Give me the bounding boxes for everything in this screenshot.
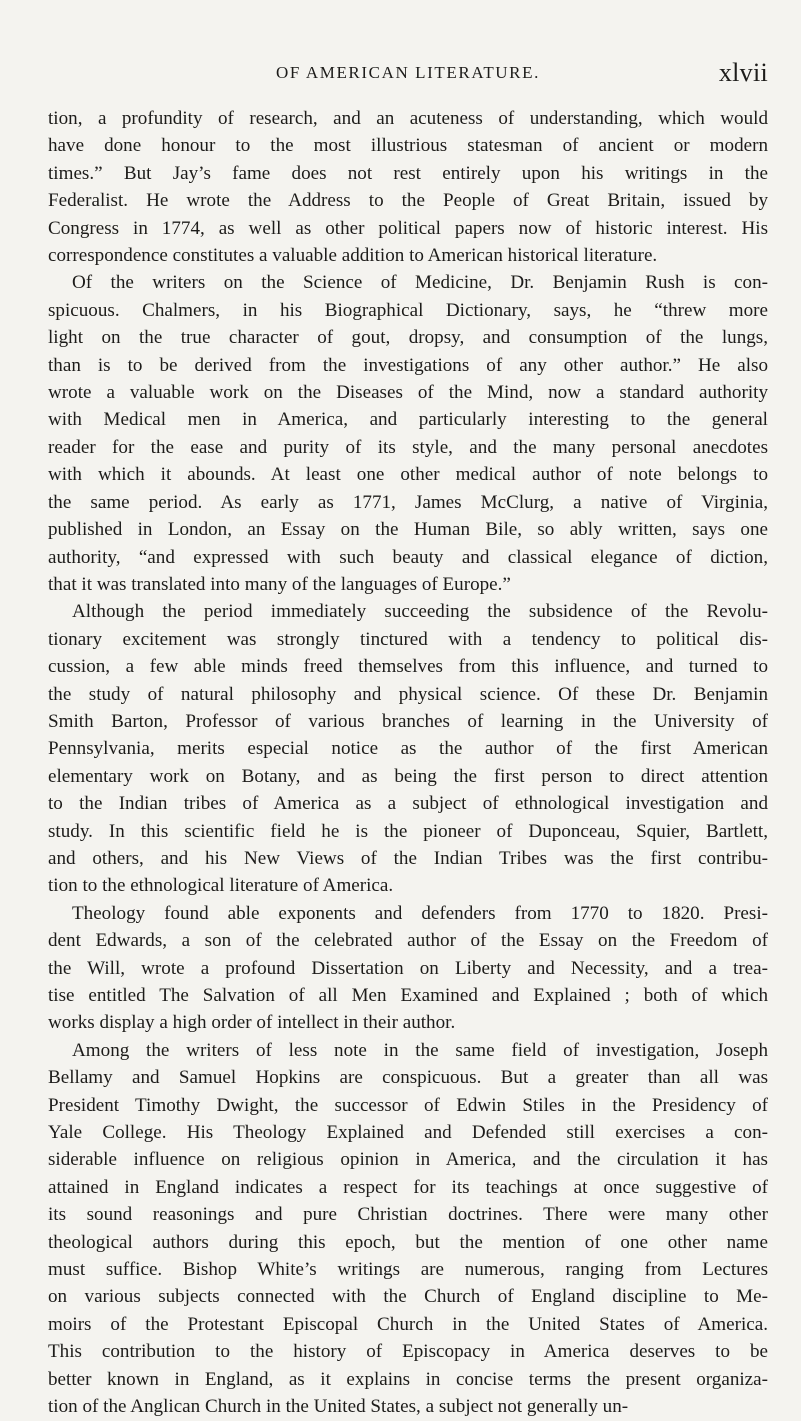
text-line: tion, a profundity of research, and an acuteness of understanding, which would (48, 108, 768, 129)
text-line: President Timothy Dwight, the successor of Edwin Stiles in the Presidency of (48, 1094, 768, 1116)
text-line: must suffice. Bishop White’s writings are numerous, ranging from Lectures (48, 1259, 768, 1281)
text-line: moirs of the Protestant Episcopal Church in the United States of America. (48, 1313, 768, 1335)
text-line: This contribution to the history of Episcopacy in America deserves to be (48, 1341, 768, 1363)
text-line: light on the true character of gout, dropsy, and consumption of the lungs, (48, 327, 768, 349)
text-line: authority, “and expressed with such beauty and classical elegance of diction, (48, 546, 768, 568)
text-line: and others, and his New Views of the Indian Tribes was the first contribu- (48, 847, 768, 869)
text-line: attained in England indicates a respect for its teachings at once suggestive of (48, 1176, 768, 1198)
text-line: with which it abounds. At least one other medical author of note belongs to (48, 464, 768, 486)
running-head (48, 58, 768, 94)
text-line: elementary work on Botany, and as being the first person to direct attention (48, 765, 768, 787)
text-line: spicuous. Chalmers, in his Biographical Dictionary, says, he “threw more (48, 299, 768, 321)
text-line: Although the period immediately succeeding the subsidence of the Revolu- (72, 601, 768, 623)
text-line: tion of the Anglican Church in the United States, a subject not generally un- (48, 1396, 629, 1418)
text-line: times.” But Jay’s fame does not rest entirely upon his writings in the (48, 162, 768, 184)
text-line: the study of natural philosophy and physical science. Of these Dr. Benjamin (48, 683, 768, 705)
text-line: with Medical men in America, and particularly interesting to the general (48, 409, 768, 431)
text-line: Yale College. His Theology Explained and Defended still exercises a con- (48, 1122, 768, 1144)
text-line: its sound reasonings and pure Christian doctrines. There were many other (48, 1204, 768, 1226)
text-line: Of the writers on the Science of Medicine, Dr. Benjamin Rush is con- (72, 272, 768, 294)
text-line: the same period. As early as 1771, James McClurg, a native of Virginia, (48, 491, 768, 513)
text-line: Congress in 1774, as well as other political papers now of historic interest. His (48, 217, 768, 239)
text-line: Theology found able exponents and defenders from 1770 to 1820. Presi- (72, 902, 768, 924)
text-line: Smith Barton, Professor of various branches of learning in the University of (48, 710, 768, 732)
running-title: OF AMERICAN LITERATURE. (276, 63, 540, 82)
text-line: have done honour to the most illustrious statesman of ancient or modern (48, 135, 768, 157)
text-line: siderable influence on religious opinion in America, and the circulation it has (48, 1149, 768, 1171)
text-line: correspondence constitutes a valuable addition to American historical literature. (48, 245, 658, 267)
text-line: that it was translated into many of the languages of Europe.” (48, 573, 511, 595)
text-line: on various subjects connected with the Church of England discipline to Me- (48, 1286, 768, 1308)
text-line: Pennsylvania, merits especial notice as the author of the first American (48, 738, 768, 760)
text-line: Bellamy and Samuel Hopkins are conspicuous. But a greater than all was (48, 1067, 768, 1089)
text-line: the Will, wrote a profound Dissertation on Liberty and Necessity, and a trea- (48, 957, 768, 979)
text-line: tion to the ethnological literature of America. (48, 875, 394, 897)
text-line: tionary excitement was strongly tinctured with a tendency to political dis- (48, 628, 768, 650)
text-line: published in London, an Essay on the Human Bile, so ably written, says one (48, 519, 768, 541)
text-line: cussion, a few able minds freed themselves from this influence, and turned to (48, 656, 768, 678)
text-line: than is to be derived from the investigations of any other author.” He also (48, 354, 768, 376)
body-text (48, 105, 768, 1421)
page-number: xlvii (718, 58, 768, 87)
text-line: theological authors during this epoch, but the mention of one other name (48, 1231, 768, 1253)
text-line: wrote a valuable work on the Diseases of the Mind, now a standard authority (48, 382, 768, 404)
text-line: tise entitled The Salvation of all Men Examined and Explained ; both of which (48, 985, 768, 1006)
text-line: works display a high order of intellect in their author. (48, 1012, 456, 1034)
text-line: dent Edwards, a son of the celebrated author of the Essay on the Freedom of (48, 930, 768, 952)
text-line: study. In this scientific field he is the pioneer of Duponceau, Squier, Bartlett, (48, 820, 768, 842)
text-line: reader for the ease and purity of its style, and the many personal anecdotes (48, 436, 768, 458)
text-line: Among the writers of less note in the same field of investigation, Joseph (72, 1039, 768, 1061)
text-line: better known in England, as it explains in concise terms the present organiza- (48, 1368, 768, 1390)
text-line: Federalist. He wrote the Address to the People of Great Britain, issued by (48, 190, 768, 212)
text-line: to the Indian tribes of America as a subject of ethnological investigation and (48, 793, 768, 815)
